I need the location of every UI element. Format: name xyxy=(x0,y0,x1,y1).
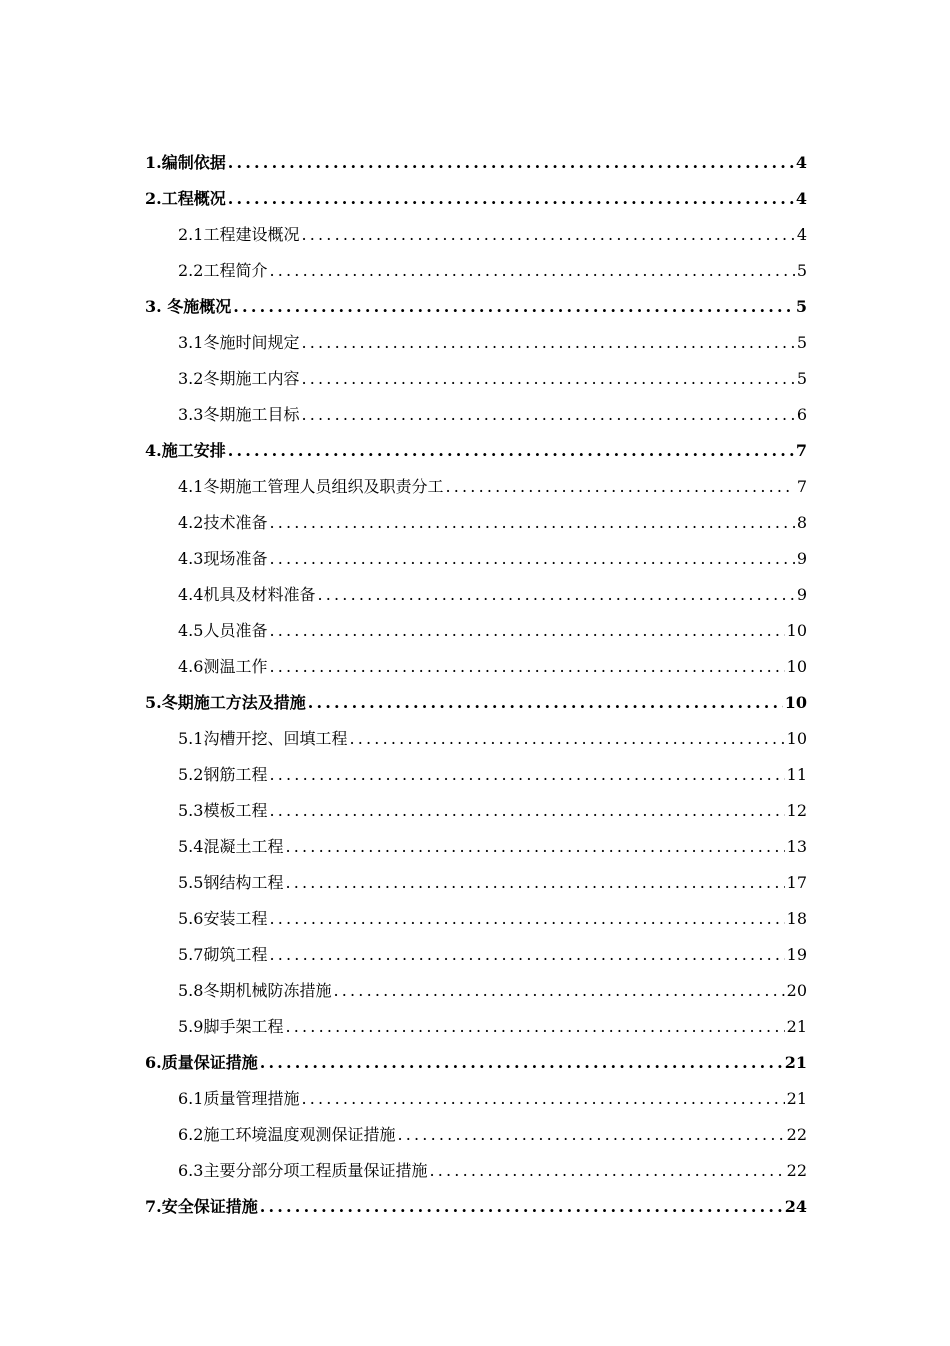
toc-entry[interactable] xyxy=(145,1189,807,1225)
toc-entry-page-number: 11 xyxy=(786,765,807,784)
toc-entry[interactable] xyxy=(145,649,807,685)
toc-entry-page-number: 5 xyxy=(796,369,807,388)
toc-dot-leader xyxy=(301,361,794,397)
toc-entry-title: 5.3模板工程 xyxy=(178,801,268,820)
toc-entry-page-number: 5 xyxy=(795,297,807,316)
toc-entry-title: 6.3主要分部分项工程质量保证措施 xyxy=(178,1161,428,1180)
toc-entry[interactable] xyxy=(145,145,807,181)
toc-dot-leader xyxy=(308,685,783,721)
toc-entry-page-number: 10 xyxy=(786,657,807,676)
toc-entry-title: 4.4机具及材料准备 xyxy=(178,585,316,604)
toc-entry[interactable] xyxy=(145,325,807,361)
toc-entry-title: 5.冬期施工方法及措施 xyxy=(145,693,306,712)
toc-dot-leader xyxy=(228,145,794,181)
toc-entry-title: 5.4混凝土工程 xyxy=(178,837,284,856)
toc-entry-title: 6.1质量管理措施 xyxy=(178,1089,300,1108)
toc-entry[interactable] xyxy=(145,217,807,253)
toc-dot-leader xyxy=(269,253,794,289)
toc-entry-page-number: 8 xyxy=(796,513,807,532)
toc-entry-page-number: 20 xyxy=(786,981,807,1000)
toc-dot-leader xyxy=(228,433,794,469)
toc-entry-page-number: 22 xyxy=(786,1125,807,1144)
toc-entry-title: 6.质量保证措施 xyxy=(145,1053,258,1072)
toc-entry[interactable] xyxy=(145,505,807,541)
toc-entry[interactable] xyxy=(145,289,807,325)
toc-dot-leader xyxy=(260,1189,783,1225)
toc-dot-leader xyxy=(301,397,794,433)
toc-dot-leader xyxy=(269,505,794,541)
toc-dot-leader xyxy=(269,901,784,937)
toc-entry[interactable] xyxy=(145,181,807,217)
toc-entry-page-number: 7 xyxy=(795,441,807,460)
toc-entry[interactable] xyxy=(145,433,807,469)
toc-dot-leader xyxy=(301,325,794,361)
toc-dot-leader xyxy=(269,757,784,793)
toc-entry[interactable] xyxy=(145,397,807,433)
toc-entry-title: 5.6安装工程 xyxy=(178,909,268,928)
toc-entry[interactable] xyxy=(145,829,807,865)
toc-entry-page-number: 13 xyxy=(786,837,807,856)
toc-entry-title: 3.2冬期施工内容 xyxy=(178,369,300,388)
toc-entry-page-number: 4 xyxy=(795,153,807,172)
toc-entry[interactable] xyxy=(145,577,807,613)
toc-entry-page-number: 18 xyxy=(786,909,807,928)
toc-entry[interactable] xyxy=(145,1153,807,1189)
toc-entry-page-number: 12 xyxy=(786,801,807,820)
toc-entry-title: 5.5钢结构工程 xyxy=(178,873,284,892)
toc-entry[interactable] xyxy=(145,685,807,721)
toc-entry-title: 4.5人员准备 xyxy=(178,621,268,640)
toc-dot-leader xyxy=(429,1153,784,1189)
toc-entry-page-number: 17 xyxy=(786,873,807,892)
toc-entry[interactable] xyxy=(145,1081,807,1117)
toc-entry-page-number: 21 xyxy=(784,1053,807,1072)
toc-entry-page-number: 10 xyxy=(786,621,807,640)
toc-entry-page-number: 7 xyxy=(796,477,807,496)
toc-entry-title: 3. 冬施概况 xyxy=(145,297,232,316)
toc-entry-page-number: 4 xyxy=(795,189,807,208)
toc-dot-leader xyxy=(301,1081,784,1117)
toc-entry[interactable] xyxy=(145,1045,807,1081)
toc-entry-page-number: 10 xyxy=(786,729,807,748)
toc-entry[interactable] xyxy=(145,253,807,289)
toc-entry-title: 2.工程概况 xyxy=(145,189,226,208)
toc-entry[interactable] xyxy=(145,613,807,649)
toc-entry[interactable] xyxy=(145,793,807,829)
toc-entry-page-number: 9 xyxy=(796,549,807,568)
toc-entry-title: 4.6测温工作 xyxy=(178,657,268,676)
toc-dot-leader xyxy=(301,217,794,253)
toc-entry[interactable] xyxy=(145,721,807,757)
toc-entry-title: 6.2施工环境温度观测保证措施 xyxy=(178,1125,396,1144)
toc-entry-page-number: 21 xyxy=(786,1017,807,1036)
toc-entry[interactable] xyxy=(145,865,807,901)
toc-entry-title: 7.安全保证措施 xyxy=(145,1197,258,1216)
toc-entry-title: 4.2技术准备 xyxy=(178,513,268,532)
toc-dot-leader xyxy=(285,1009,784,1045)
toc-entry-title: 5.1沟槽开挖、回填工程 xyxy=(178,729,348,748)
toc-dot-leader xyxy=(269,649,784,685)
toc-dot-leader xyxy=(285,829,784,865)
toc-dot-leader xyxy=(233,289,794,325)
toc-entry[interactable] xyxy=(145,541,807,577)
toc-entry-title: 4.施工安排 xyxy=(145,441,226,460)
toc-entry-title: 5.8冬期机械防冻措施 xyxy=(178,981,332,1000)
toc-entry-page-number: 4 xyxy=(796,225,807,244)
toc-entry-title: 3.1冬施时间规定 xyxy=(178,333,300,352)
toc-entry-page-number: 24 xyxy=(784,1197,807,1216)
toc-dot-leader xyxy=(269,613,784,649)
toc-entry-page-number: 21 xyxy=(786,1089,807,1108)
toc-entry-title: 5.2钢筋工程 xyxy=(178,765,268,784)
toc-entry-page-number: 10 xyxy=(784,693,807,712)
toc-entry-title: 5.9脚手架工程 xyxy=(178,1017,284,1036)
toc-dot-leader xyxy=(260,1045,783,1081)
toc-entry-page-number: 9 xyxy=(796,585,807,604)
toc-dot-leader xyxy=(269,937,784,973)
toc-entry-title: 4.1冬期施工管理人员组织及职责分工 xyxy=(178,477,444,496)
toc-entry[interactable] xyxy=(145,1009,807,1045)
toc-dot-leader xyxy=(285,865,784,901)
toc-dot-leader xyxy=(397,1117,784,1153)
toc-entry-page-number: 22 xyxy=(786,1161,807,1180)
toc-entry[interactable] xyxy=(145,1117,807,1153)
toc-entry[interactable] xyxy=(145,757,807,793)
toc-entry-page-number: 6 xyxy=(796,405,807,424)
toc-entry-page-number: 19 xyxy=(786,945,807,964)
toc-entry[interactable] xyxy=(145,973,807,1009)
toc-dot-leader xyxy=(445,469,794,505)
table-of-contents xyxy=(145,145,807,1225)
toc-entry-title: 2.2工程简介 xyxy=(178,261,268,280)
toc-dot-leader xyxy=(333,973,784,1009)
toc-entry[interactable] xyxy=(145,361,807,397)
toc-dot-leader xyxy=(228,181,794,217)
toc-entry[interactable] xyxy=(145,469,807,505)
toc-dot-leader xyxy=(269,541,794,577)
toc-dot-leader xyxy=(269,793,784,829)
toc-entry-title: 4.3现场准备 xyxy=(178,549,268,568)
toc-entry-title: 1.编制依据 xyxy=(145,153,226,172)
toc-entry-page-number: 5 xyxy=(796,261,807,280)
toc-entry-title: 5.7砌筑工程 xyxy=(178,945,268,964)
toc-entry-title: 2.1工程建设概况 xyxy=(178,225,300,244)
toc-dot-leader xyxy=(317,577,794,613)
toc-entry-title: 3.3冬期施工目标 xyxy=(178,405,300,424)
toc-entry[interactable] xyxy=(145,901,807,937)
toc-dot-leader xyxy=(349,721,784,757)
toc-entry-page-number: 5 xyxy=(796,333,807,352)
toc-entry[interactable] xyxy=(145,937,807,973)
